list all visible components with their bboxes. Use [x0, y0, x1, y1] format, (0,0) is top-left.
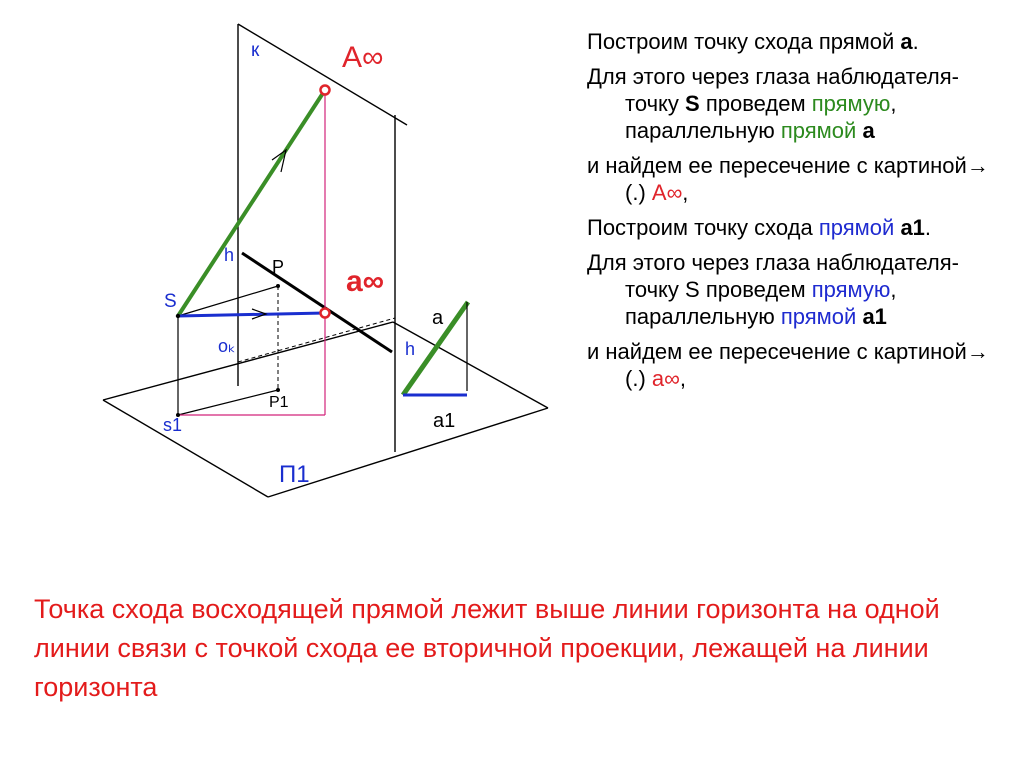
label-P1: P1: [269, 394, 289, 411]
magenta-lines: [178, 90, 325, 415]
conclusion-text: Точка схода восходящей прямой лежит выше линии горизонта на одной линии связи с точкой схода ее вторичной проекции, лежащей на линии горизонта: [34, 594, 940, 702]
label-A-infinity: A∞: [342, 41, 384, 74]
label-S: S: [164, 291, 177, 312]
label-s1: s1: [163, 415, 183, 435]
label-h-lower: h: [405, 339, 416, 359]
point-P1: [276, 388, 280, 392]
label-h-upper: h: [224, 245, 235, 265]
paragraph-4: Построим точку схода прямой а1.: [587, 215, 932, 240]
label-k: к: [251, 40, 260, 61]
label-P: P: [272, 257, 285, 277]
point-P: [276, 284, 280, 288]
point-S: [176, 314, 180, 318]
label-pi1: П1: [279, 461, 310, 488]
blue-parallel-line: [178, 313, 325, 316]
perspective-diagram: [0, 0, 590, 590]
paragraph-5: Для этого через глаза наблюдателя- точку S проведем прямую, параллельную прямой а1: [587, 250, 959, 329]
label-ok: oₖ: [218, 336, 236, 356]
point-a-infinity: [321, 309, 330, 318]
paragraph-1: Построим точку схода прямой а.: [587, 29, 919, 54]
point-A-infinity: [321, 86, 330, 95]
paragraph-3: и найдем ее пересечение с картиной→ (.) A∞,: [587, 153, 989, 205]
label-a: a: [432, 307, 444, 329]
paragraph-2: Для этого через глаза наблюдателя- точку S проведем прямую, параллельную прямой а: [587, 64, 959, 143]
label-a1: a1: [433, 410, 456, 432]
paragraph-6: и найдем ее пересечение с картиной→ (.) a∞,: [587, 339, 989, 391]
green-parallel-line: [178, 90, 325, 316]
explanation-text: [587, 28, 1012, 400]
label-a-infinity: a∞: [346, 265, 385, 298]
